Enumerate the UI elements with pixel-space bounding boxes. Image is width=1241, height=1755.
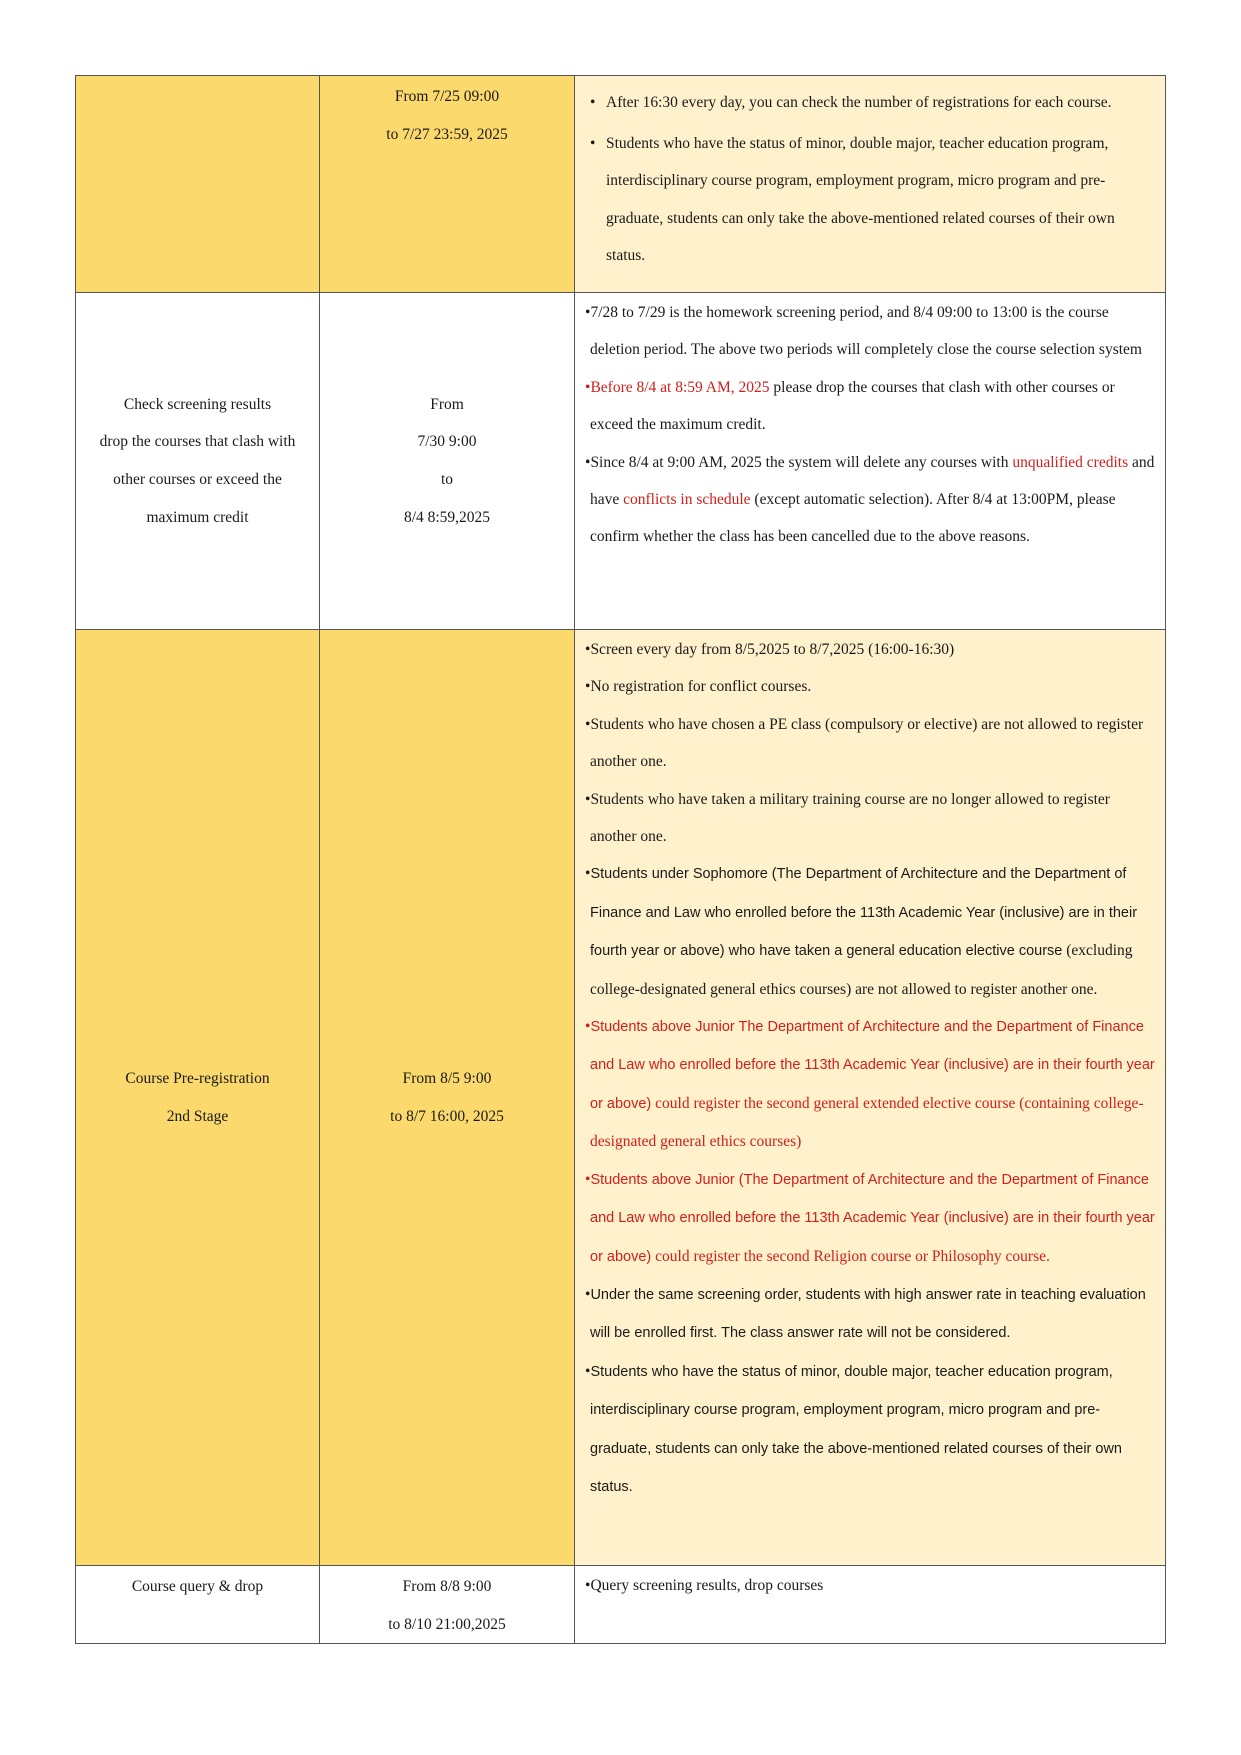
note-text: Before 8/4 at 8:59 AM, 2025	[590, 378, 770, 396]
stage-label-line: drop the courses that clash with	[99, 433, 296, 451]
note-text: Screen every day from 8/5,2025 to 8/7,2025 (16:00-16:30)	[590, 641, 955, 658]
stage-label-line: Course query & drop	[131, 1578, 264, 1595]
note-text: No registration for conflict courses.	[590, 678, 812, 696]
bullet-icon: •	[585, 1170, 591, 1188]
stage-cell	[76, 293, 320, 630]
note-text: could register the second general extended elective course (containing college-designated general ethics courses)	[590, 1094, 1144, 1151]
bullet-icon: •	[585, 1362, 591, 1380]
note-item	[585, 706, 1155, 781]
note-item	[585, 444, 1155, 556]
notes-list	[575, 1566, 1165, 1604]
table-row	[76, 76, 1166, 293]
note-text: Students under Sophomore (The Department of Architecture and the Department of Finance and Law who enrolled before the 113th Academic Year (inclusive) are in their fourth year or above) who have taken a general education elective course	[590, 866, 1138, 960]
note-text: Students who have the status of minor, double major, teacher education program, interdisciplinary course program, employment program, micro program and pre-graduate, students can only take the above-mentioned related courses of their own status.	[590, 1363, 1122, 1495]
note-item	[585, 631, 1155, 668]
note-text: could register the second Religion course or Philosophy course.	[651, 1247, 1050, 1265]
note-text: conflicts in schedule	[623, 491, 751, 509]
bullet-icon: •	[585, 715, 591, 733]
bullet-icon: •	[585, 378, 591, 396]
notes-list	[575, 293, 1165, 556]
period-line: From 7/25 09:00	[394, 88, 500, 105]
period-cell	[320, 630, 575, 1566]
notes-cell	[575, 293, 1166, 630]
period-line: 7/30 9:00	[417, 433, 477, 451]
period-cell	[320, 1566, 575, 1644]
bullet-icon: •	[585, 1285, 591, 1303]
note-item	[585, 294, 1155, 369]
bullet-icon: •	[585, 641, 591, 658]
note-item	[585, 855, 1155, 1008]
note-item	[585, 1276, 1155, 1353]
note-item	[585, 781, 1155, 856]
period-line: From 8/5 9:00	[402, 1069, 492, 1087]
table-row	[76, 630, 1166, 1566]
bullet-icon: •	[585, 865, 591, 883]
period-cell	[320, 76, 575, 293]
stage-cell	[76, 76, 320, 293]
notes-list	[575, 630, 1165, 1506]
bullet-icon: •	[585, 1577, 591, 1594]
notes-list	[575, 76, 1165, 275]
note-item	[585, 369, 1155, 444]
bullet-icon: •	[585, 1018, 591, 1036]
note-text: Under the same screening order, students with high answer rate in teaching evaluation will be enrolled first. The class answer rate will not be considered.	[590, 1286, 1146, 1342]
note-text: 7/28 to 7/29 is the homework screening period, and 8/4 09:00 to 13:00 is the course deletion period. The above two periods will completely close the course selection system	[590, 304, 1142, 359]
note-text: Query screening results, drop courses	[590, 1577, 824, 1594]
note-text: (excluding college-designated general ethics courses) are not allowed to register another one.	[590, 942, 1133, 998]
note-text: unqualified credits	[1012, 453, 1129, 471]
table-row	[76, 1566, 1166, 1644]
stage-label-line: maximum credit	[146, 508, 249, 526]
table-row	[76, 293, 1166, 630]
note-text: Students who have the status of minor, double major, teacher education program, interdisciplinary course program, employment program, micro program and pre-graduate, students can only take the above-mentioned related courses of their own status.	[606, 134, 1115, 265]
period-line: to 7/27 23:59, 2025	[386, 125, 508, 143]
note-item	[585, 668, 1155, 705]
stage-label-line: 2nd Stage	[166, 1107, 229, 1125]
note-text: and have	[590, 453, 1155, 509]
note-text: Since 8/4 at 9:00 AM, 2025 the system will delete any courses with	[590, 453, 1013, 471]
stage-label-line: Course Pre-registration	[125, 1069, 270, 1087]
note-item	[585, 1008, 1155, 1161]
note-text: After 16:30 every day, you can check the number of registrations for each course.	[606, 94, 1112, 111]
bullet-icon: •	[585, 678, 591, 696]
note-item	[587, 125, 1155, 275]
note-text: please drop the courses that clash with other courses or exceed the maximum credit.	[590, 378, 1115, 434]
note-item	[585, 1161, 1155, 1276]
note-item	[587, 84, 1155, 122]
note-item	[585, 1567, 1155, 1604]
note-text: Students who have taken a military training course are no longer allowed to register another one.	[590, 790, 1110, 846]
period-line: to 8/7 16:00, 2025	[390, 1107, 504, 1125]
notes-cell	[575, 1566, 1166, 1644]
period-line: 8/4 8:59,2025	[403, 508, 491, 526]
stage-label-line: Check screening results	[123, 395, 272, 413]
period-line: to	[440, 471, 454, 488]
bullet-icon: •	[585, 790, 591, 808]
bullet-icon: •	[585, 304, 591, 321]
note-text: Students above Junior The Department of Architecture and the Department of Finance and Law who enrolled before the 113th Academic Year (inclusive) are in their fourth year or above)	[590, 1019, 1155, 1112]
period-line: to 8/10 21:00,2025	[388, 1615, 506, 1633]
stage-cell	[76, 630, 320, 1566]
period-line: From 8/8 9:00	[402, 1578, 492, 1595]
note-text: Students above Junior (The Department of Architecture and the Department of Finance and Law who enrolled before the 113th Academic Year (inclusive) are in their fourth year or above)	[590, 1171, 1155, 1265]
note-item	[585, 1353, 1155, 1507]
stage-label-line: other courses or exceed the	[113, 471, 282, 488]
bullet-icon: •	[585, 453, 591, 471]
notes-cell	[575, 76, 1166, 293]
registration-schedule-table	[75, 75, 1166, 1644]
notes-cell	[575, 630, 1166, 1566]
stage-cell	[76, 1566, 320, 1644]
note-text: Students who have chosen a PE class (compulsory or elective) are not allowed to register another one.	[590, 715, 1144, 771]
note-text: (except automatic selection). After 8/4 at 13:00PM, please confirm whether the class has been cancelled due to the above reasons.	[590, 491, 1116, 546]
period-line: From	[430, 395, 464, 413]
period-cell	[320, 293, 575, 630]
